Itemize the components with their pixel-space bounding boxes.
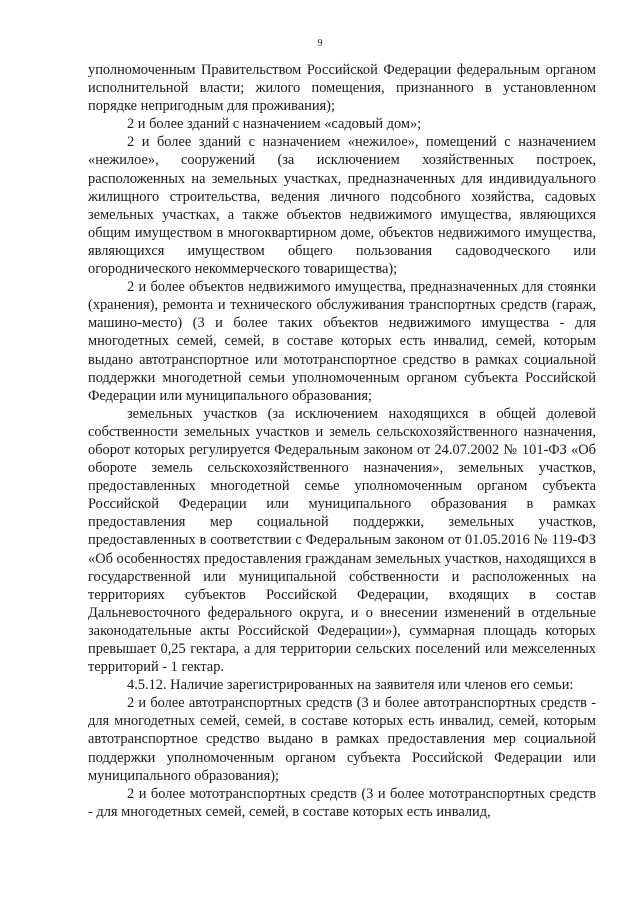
paragraph-non-residential: 2 и более зданий с назначением «нежилое», помещений с назначением «нежилое», сооружений (за исключением хозяйственных построек, расположенных на земельных участках, предназначенных для индивидуального жилищного строительства, ведения личного подсобного хозяйства, садовых земельных участках, а также объектов недвижимого имущества, являющихся общим имуществом в многоквартирном доме, объектов недвижимого имущества, являющихся имуществом общего пользования садоводческого или огороднического некоммерческого товарищества); [88,134,596,278]
section-heading-4-5-12: 4.5.12. Наличие зарегистрированных на заявителя или членов его семьи: [127,677,574,694]
paragraph-motorcycles: 2 и более мототранспортных средств (3 и более мототранспортных средств - для многодетных семей, семей, в составе которых есть инвалид, [88,785,596,820]
document-body [88,61,596,821]
page-number: 9 [317,38,323,49]
paragraph-vehicles: 2 и более автотранспортных средств (3 и более автотранспортных средств - для многодетных семей, семей, в составе которых есть инвалид, семей, которым автотранспортное средство выдано в рамках предоставления мер социальной поддержки уполномоченным органом субъекта Российской Федерации или муниципального образования); [88,695,596,784]
paragraph-land-plots: земельных участков (за исключением находящихся в общей долевой собственности земельных участков и земель сельскохозяйственного назначения, оборот которых регулируется Федеральным законом от 24.07.2002 № 101-ФЗ «Об обороте земель сельскохозяйственного назначения», земельных участков, предоставленных многодетной семье уполномоченным органом субъекта Российской Федерации или муниципального образования в рамках предоставления мер социальной поддержки, земельных участков, предоставленных в соответствии с Федеральным законом от 01.05.2016 № 119-ФЗ «Об особенностях предоставления гражданам земельных участков, находящихся в государственной или муниципальной собственности и расположенных на территориях субъектов Российской Федерации, входящих в состав Дальневосточного федерального округа, и о внесении изменений в отдельные законодательные акты Российской Федерации»), суммарная площадь которых превышает 0,25 гектара, а для территории сельских поселений или межселенных территорий - 1 гектар. [88,405,596,676]
paragraph-continuation: уполномоченным Правительством Российской Федерации федеральным органом исполнительной власти; жилого помещения, признанного в установленном порядке непригодным для проживания); [88,62,596,115]
paragraph-parking: 2 и более объектов недвижимого имущества, предназначенных для стоянки (хранения), ремонта и технического обслуживания транспортных средств (гараж, машино-место) (3 и более таких объектов недвижимого имущества - для многодетных семей, семей, в составе которых есть инвалид, семей, которым выдано автотранспортное или мототранспортное средство в рамках социальной поддержки многодетной семьи уполномоченным органом субъекта Российской Федерации или муниципального образования; [88,279,596,404]
paragraph-garden-houses: 2 и более зданий с назначением «садовый дом»; [127,116,422,133]
